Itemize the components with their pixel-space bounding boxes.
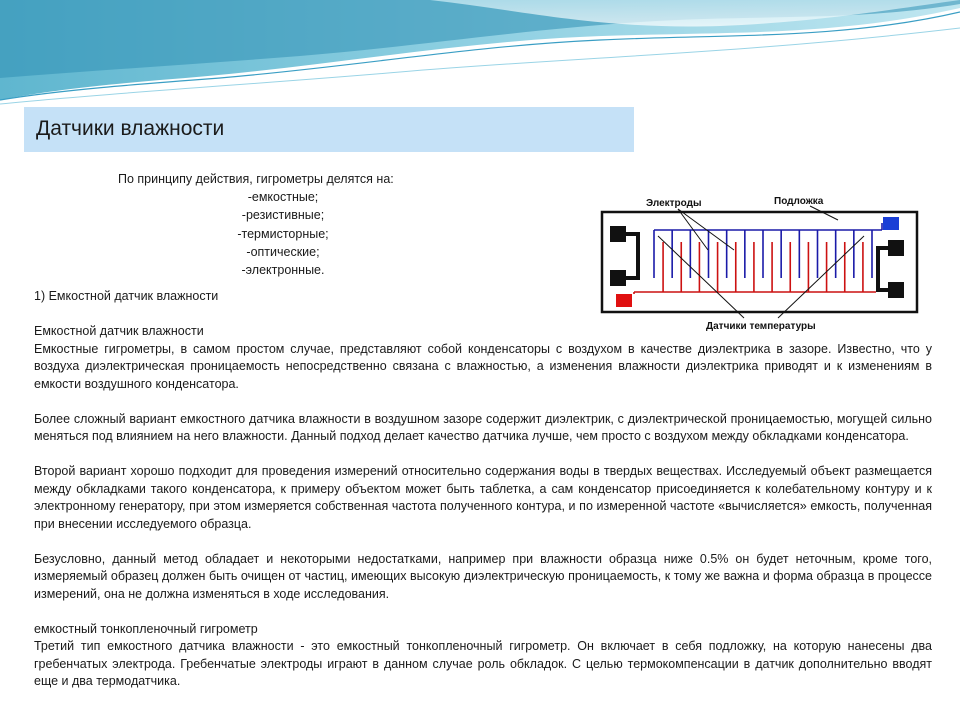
pad-left-bottom bbox=[610, 270, 626, 286]
intro-block bbox=[118, 170, 448, 279]
temp-sensor-blue bbox=[883, 217, 899, 230]
label-substrate: Подложка bbox=[774, 196, 824, 207]
paragraph: Емкостные гигрометры, в самом простом случае, представляют собой конденсаторы с воздухом в качестве диэлектрика в зазоре. Известно, что у воздуха диэлектрическая проницаемость непосредственно связана с влажностью, а изменения влажности диэлектрика приводят и к изменениям в емкости воздушного конденсатора. bbox=[34, 341, 932, 391]
label-temp-sensors: Датчики температуры bbox=[706, 321, 816, 332]
label-electrodes: Электроды bbox=[646, 198, 702, 209]
title-bar bbox=[24, 107, 634, 152]
list-item: -резистивные; bbox=[241, 208, 325, 223]
intro-lead: По принципу действия, гигрометры делятся на: bbox=[118, 172, 394, 186]
list-item: -оптические; bbox=[246, 244, 320, 259]
article-body bbox=[34, 288, 932, 691]
header-wave-decoration bbox=[0, 0, 960, 110]
subsection-heading: емкостный тонкопленочный гигрометр bbox=[34, 621, 258, 636]
subsection-heading: Емкостной датчик влажности bbox=[34, 324, 204, 338]
list-item: -емкостные; bbox=[247, 190, 319, 205]
paragraph: Третий тип емкостного датчика влажности - это емкостный тонкопленочный гигрометр. Он включает в себя подложку, на которую нанесены два гребенчатых электрода. Гребенчатые электроды играют в данном случае роль обкладок. С целью термокомпенсации в датчик дополнительно вводят еще и два термодатчика. bbox=[34, 639, 932, 688]
pad-right-top bbox=[888, 240, 904, 256]
list-item: -термисторные; bbox=[237, 226, 329, 241]
slide-title: Датчики влажности bbox=[36, 117, 225, 140]
list-item: -электронные. bbox=[241, 263, 325, 278]
paragraph: Безусловно, данный метод обладает и некоторыми недостатками, например при влажности образца ниже 0.5% он будет неточным, кроме того, измеряемый образец должен быть очищен от частиц, имеющих высокую диэлектрическую проницаемость, к тому же важна и форма образца в процессе измерений, она не должна изменяться в ходе исследования. bbox=[34, 551, 932, 601]
hygrometer-types-list bbox=[118, 188, 448, 279]
pad-left-top bbox=[610, 226, 626, 242]
paragraph: Второй вариант хорошо подходит для проведения измерений относительно содержания воды в твердых веществах. Исследуемый объект размещается между обкладками такого конденсатора, к примеру объектом может быть таблетка, а сам конденсатор присоединяется к колебательному контуру и к электронному генератору, при этом измеряется собственная частота полученного контура, и по измеренной частоте «вычисляется» емкость, полученная при внесении исследуемого образца. bbox=[34, 464, 932, 531]
section-heading: 1) Емкостной датчик влажности bbox=[34, 289, 219, 303]
paragraph: Более сложный вариант емкостного датчика влажности в воздушном зазоре содержит диэлектрик, с диэлектрической проницаемостью, могущей сильно меняться под влиянием на него влажности. Данный подход делает качество датчика лучше, чем просто с воздухом между обкладками конденсатора. bbox=[34, 411, 932, 443]
